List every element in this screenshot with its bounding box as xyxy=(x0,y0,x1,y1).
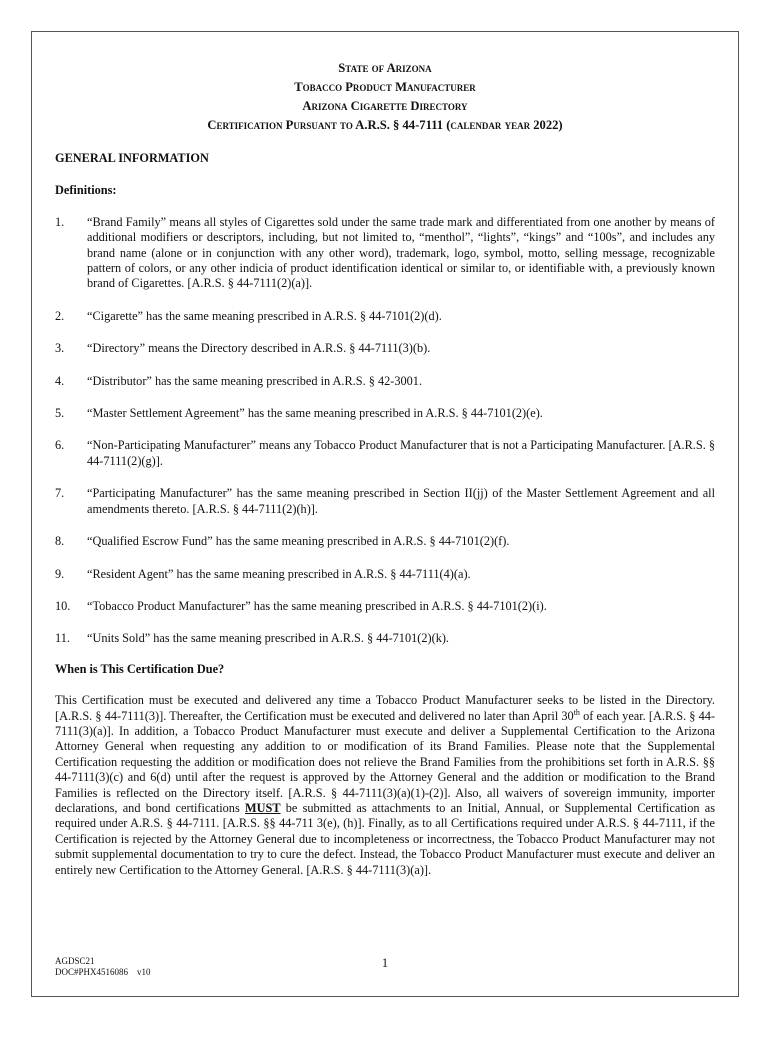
ordinal-suffix: th xyxy=(573,707,580,717)
definition-number: 10. xyxy=(55,598,71,613)
definition-item xyxy=(55,215,715,292)
must-emphasis: MUST xyxy=(245,800,281,815)
definitions-list xyxy=(55,215,715,647)
definition-item xyxy=(55,374,715,389)
title-line-directory: Arizona Cigarette Directory xyxy=(302,99,468,113)
document-footer xyxy=(55,956,151,978)
definition-number: 1. xyxy=(55,214,65,229)
document-page xyxy=(31,31,739,997)
title-line-certification: Certification Pursuant to A.R.S. § 44-7111 (calendar year 2022) xyxy=(207,118,563,132)
certification-due-paragraph xyxy=(55,693,715,878)
definition-text: “Non-Participating Manufacturer” means any Tobacco Product Manufacturer that is not a Participating Manufacturer. [A.R.S. § 44-7111(2)(g)]. xyxy=(87,438,715,468)
definition-text: “Resident Agent” has the same meaning prescribed in A.R.S. § 44-7111(4)(a). xyxy=(87,566,471,581)
definition-item xyxy=(55,309,715,324)
definition-item xyxy=(55,438,715,469)
definition-item xyxy=(55,534,715,549)
definitions-heading: Definitions: xyxy=(55,183,117,198)
definition-item xyxy=(55,599,715,614)
definition-text: “Master Settlement Agreement” has the same meaning prescribed in A.R.S. § 44-7101(2)(e). xyxy=(87,406,543,421)
certification-due-heading: When is This Certification Due? xyxy=(55,661,225,676)
general-information-heading: GENERAL INFORMATION xyxy=(55,151,209,165)
definition-item xyxy=(55,406,715,421)
definition-text: “Cigarette” has the same meaning prescribed in A.R.S. § 44-7101(2)(d). xyxy=(87,308,442,323)
footer-doc-id: DOC#PHX4516086 v10 xyxy=(55,967,151,977)
definition-number: 11. xyxy=(55,631,70,646)
definition-number: 2. xyxy=(55,308,65,323)
definition-number: 6. xyxy=(55,438,65,453)
document-title-block xyxy=(55,59,715,135)
definition-number: 5. xyxy=(55,406,65,421)
definition-item xyxy=(55,486,715,517)
definition-text: “Directory” means the Directory described in A.R.S. § 44-7111(3)(b). xyxy=(87,341,431,356)
definition-text: “Tobacco Product Manufacturer” has the same meaning prescribed in A.R.S. § 44-7101(2)(i). xyxy=(87,598,547,613)
title-line-manufacturer: Tobacco Product Manufacturer xyxy=(294,80,476,94)
due-text-part1: This Certification must be executed and delivered any time a Tobacco Product Manufacturer seeks to be listed in the Directory. [A.R.S. § 44-7111(3)]. Thereafter, the Certification must be executed and delivered no later than April 30 xyxy=(55,693,715,723)
definition-number: 8. xyxy=(55,534,65,549)
due-text-part3: be submitted as attachments to an Initial, Annual, or Supplemental Certification as required under A.R.S. § 44-7111. [A.R.S. §§ 44-711 3(e), (h)]. Finally, as to all Certifications required under A.R.S. § 44-7111, if the Certification is rejected by the Attorney General due to incompleteness or incorrectness, the Tobacco Product Manufacturer may not submit supplemental documentation to try to cure the defect. Instead, the Tobacco Product Manufacturer must execute and deliver an entirely new Certification to the Attorney General. [A.R.S. § 44-7111(3)(a)]. xyxy=(55,800,715,877)
definition-number: 4. xyxy=(55,373,65,388)
definition-text: “Qualified Escrow Fund” has the same meaning prescribed in A.R.S. § 44-7101(2)(f). xyxy=(87,534,510,549)
due-text-part2: of each year. [A.R.S. § 44-7111(3)(a)]. In addition, a Tobacco Product Manufacturer must execute and deliver a Supplemental Certification to the Arizona Attorney General when requesting any addition to or modification of its Brand Families. Please note that the Supplemental Certification requesting the addition or modification does not relieve the Brand Families from the prohibitions set forth in A.R.S. §§ 44-7111(3)(c) and 6(d) until after the request is approved by the Attorney General and the addition or modification to the Brand Families is reflected on the Directory itself. [A.R.S. § 44-7111(3)(a)(1)-(2)]. Also, all waivers of sovereign immunity, importer declarations, and bond certifications xyxy=(55,708,716,815)
definition-number: 7. xyxy=(55,486,65,501)
definition-text: “Distributor” has the same meaning prescribed in A.R.S. § 42-3001. xyxy=(87,373,423,388)
definition-number: 9. xyxy=(55,566,65,581)
definition-text: “Brand Family” means all styles of Cigarettes sold under the same trade mark and differentiated from one another by means of additional modifiers or descriptors, including, but not limited to, “menthol”, “lights”, “kings” and “100s”, and includes any brand name (alone or in conjunction with any other word), trademark, logo, symbol, motto, selling message, recognizable pattern of colors, or any other indicia of product identification identical or similar to, or identifiable with, a previously known brand of Cigarettes. [A.R.S. § 44-7111(2)(a)]. xyxy=(87,214,715,291)
definition-item xyxy=(55,341,715,356)
definition-item xyxy=(55,567,715,582)
footer-form-code: AGDSC21 xyxy=(55,956,95,966)
definition-item xyxy=(55,631,715,646)
title-line-state: State of Arizona xyxy=(338,61,432,75)
definition-text: “Units Sold” has the same meaning prescribed in A.R.S. § 44-7101(2)(k). xyxy=(87,631,450,646)
definition-text: “Participating Manufacturer” has the same meaning prescribed in Section II(jj) of the Master Settlement Agreement and all amendments thereto. [A.R.S. § 44-7111(2)(h)]. xyxy=(87,486,715,516)
definition-number: 3. xyxy=(55,341,65,356)
page-number: 1 xyxy=(381,955,389,970)
